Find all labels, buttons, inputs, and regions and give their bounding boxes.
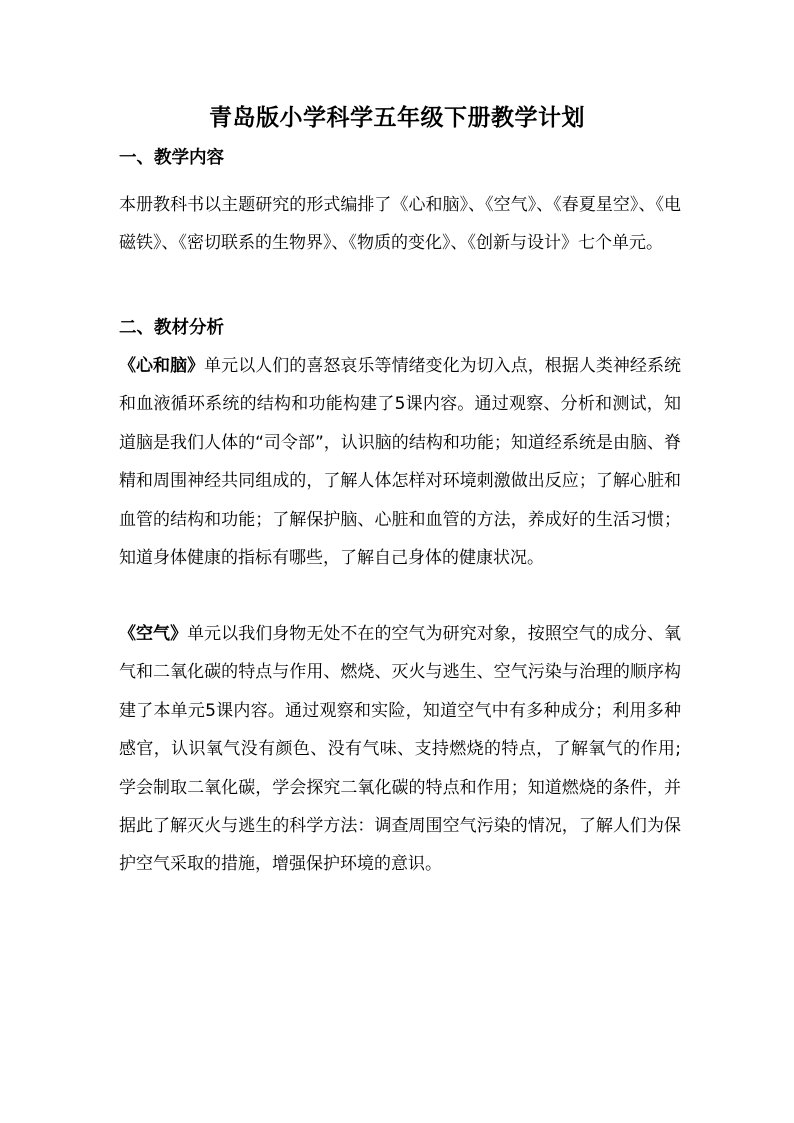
paragraph-text: 单元以我们身物无处不在的空气为研究对象，按照空气的成分、氧气和二氧化碳的特点与作用、燃烧、灭火与逃生、空气污染与治理的顺序构建了本单元5课内容。通过观察和实险，知道空气中有多种成分；利用多种感官，认识氧气没有颜色、没有气味、支持燃烧的特点，了解氧气的作用;学会制取二氧化碳，学会探究二氧化碳的特点和作用；知道燃烧的条件，并据此了解灭火与逃生的科学方法：调查周围空气污染的情况，了解人们为保护空气采取的措施，增强保护环境的意识。 [119,624,681,875]
document-title: 青岛版小学科学五年级下册教学计划 [209,105,585,131]
paragraph-text: 本册教科书以主题研究的形式编排了《心和脑》、《空气》、《春夏星空》、《电磁铁》、《密切联系的生物界》、《物质的变化》、《创新与设计》七个单元。 [119,195,681,254]
section-heading-teaching-content: 一、教学内容 [119,148,224,168]
paragraph-heart-and-brain [119,347,681,577]
unit-name-heart-and-brain: 《心和脑》 [119,356,205,376]
paragraph-teaching-content [119,186,681,263]
section-heading-material-analysis: 二、教材分析 [119,318,224,338]
paragraph-air [119,615,681,884]
paragraph-text: 单元以人们的喜怒哀乐等情绪变化为切入点，根据人类神经系统和血液循环系统的结构和功能构建了5课内容。通过观察、分析和测试，知道脑是我们人体的“司令部”，认识脑的结构和功能；知道经系统是由脑、脊精和周围神经共同组成的，了解人体怎样对环境刺激做出反应；了解心脏和血管的结构和功能；了解保护脑、心脏和血管的方法，养成好的生活习惯；知道身体健康的指标有哪些，了解自己身体的健康状况。 [119,356,681,569]
unit-name-air: 《空气》 [119,624,188,644]
